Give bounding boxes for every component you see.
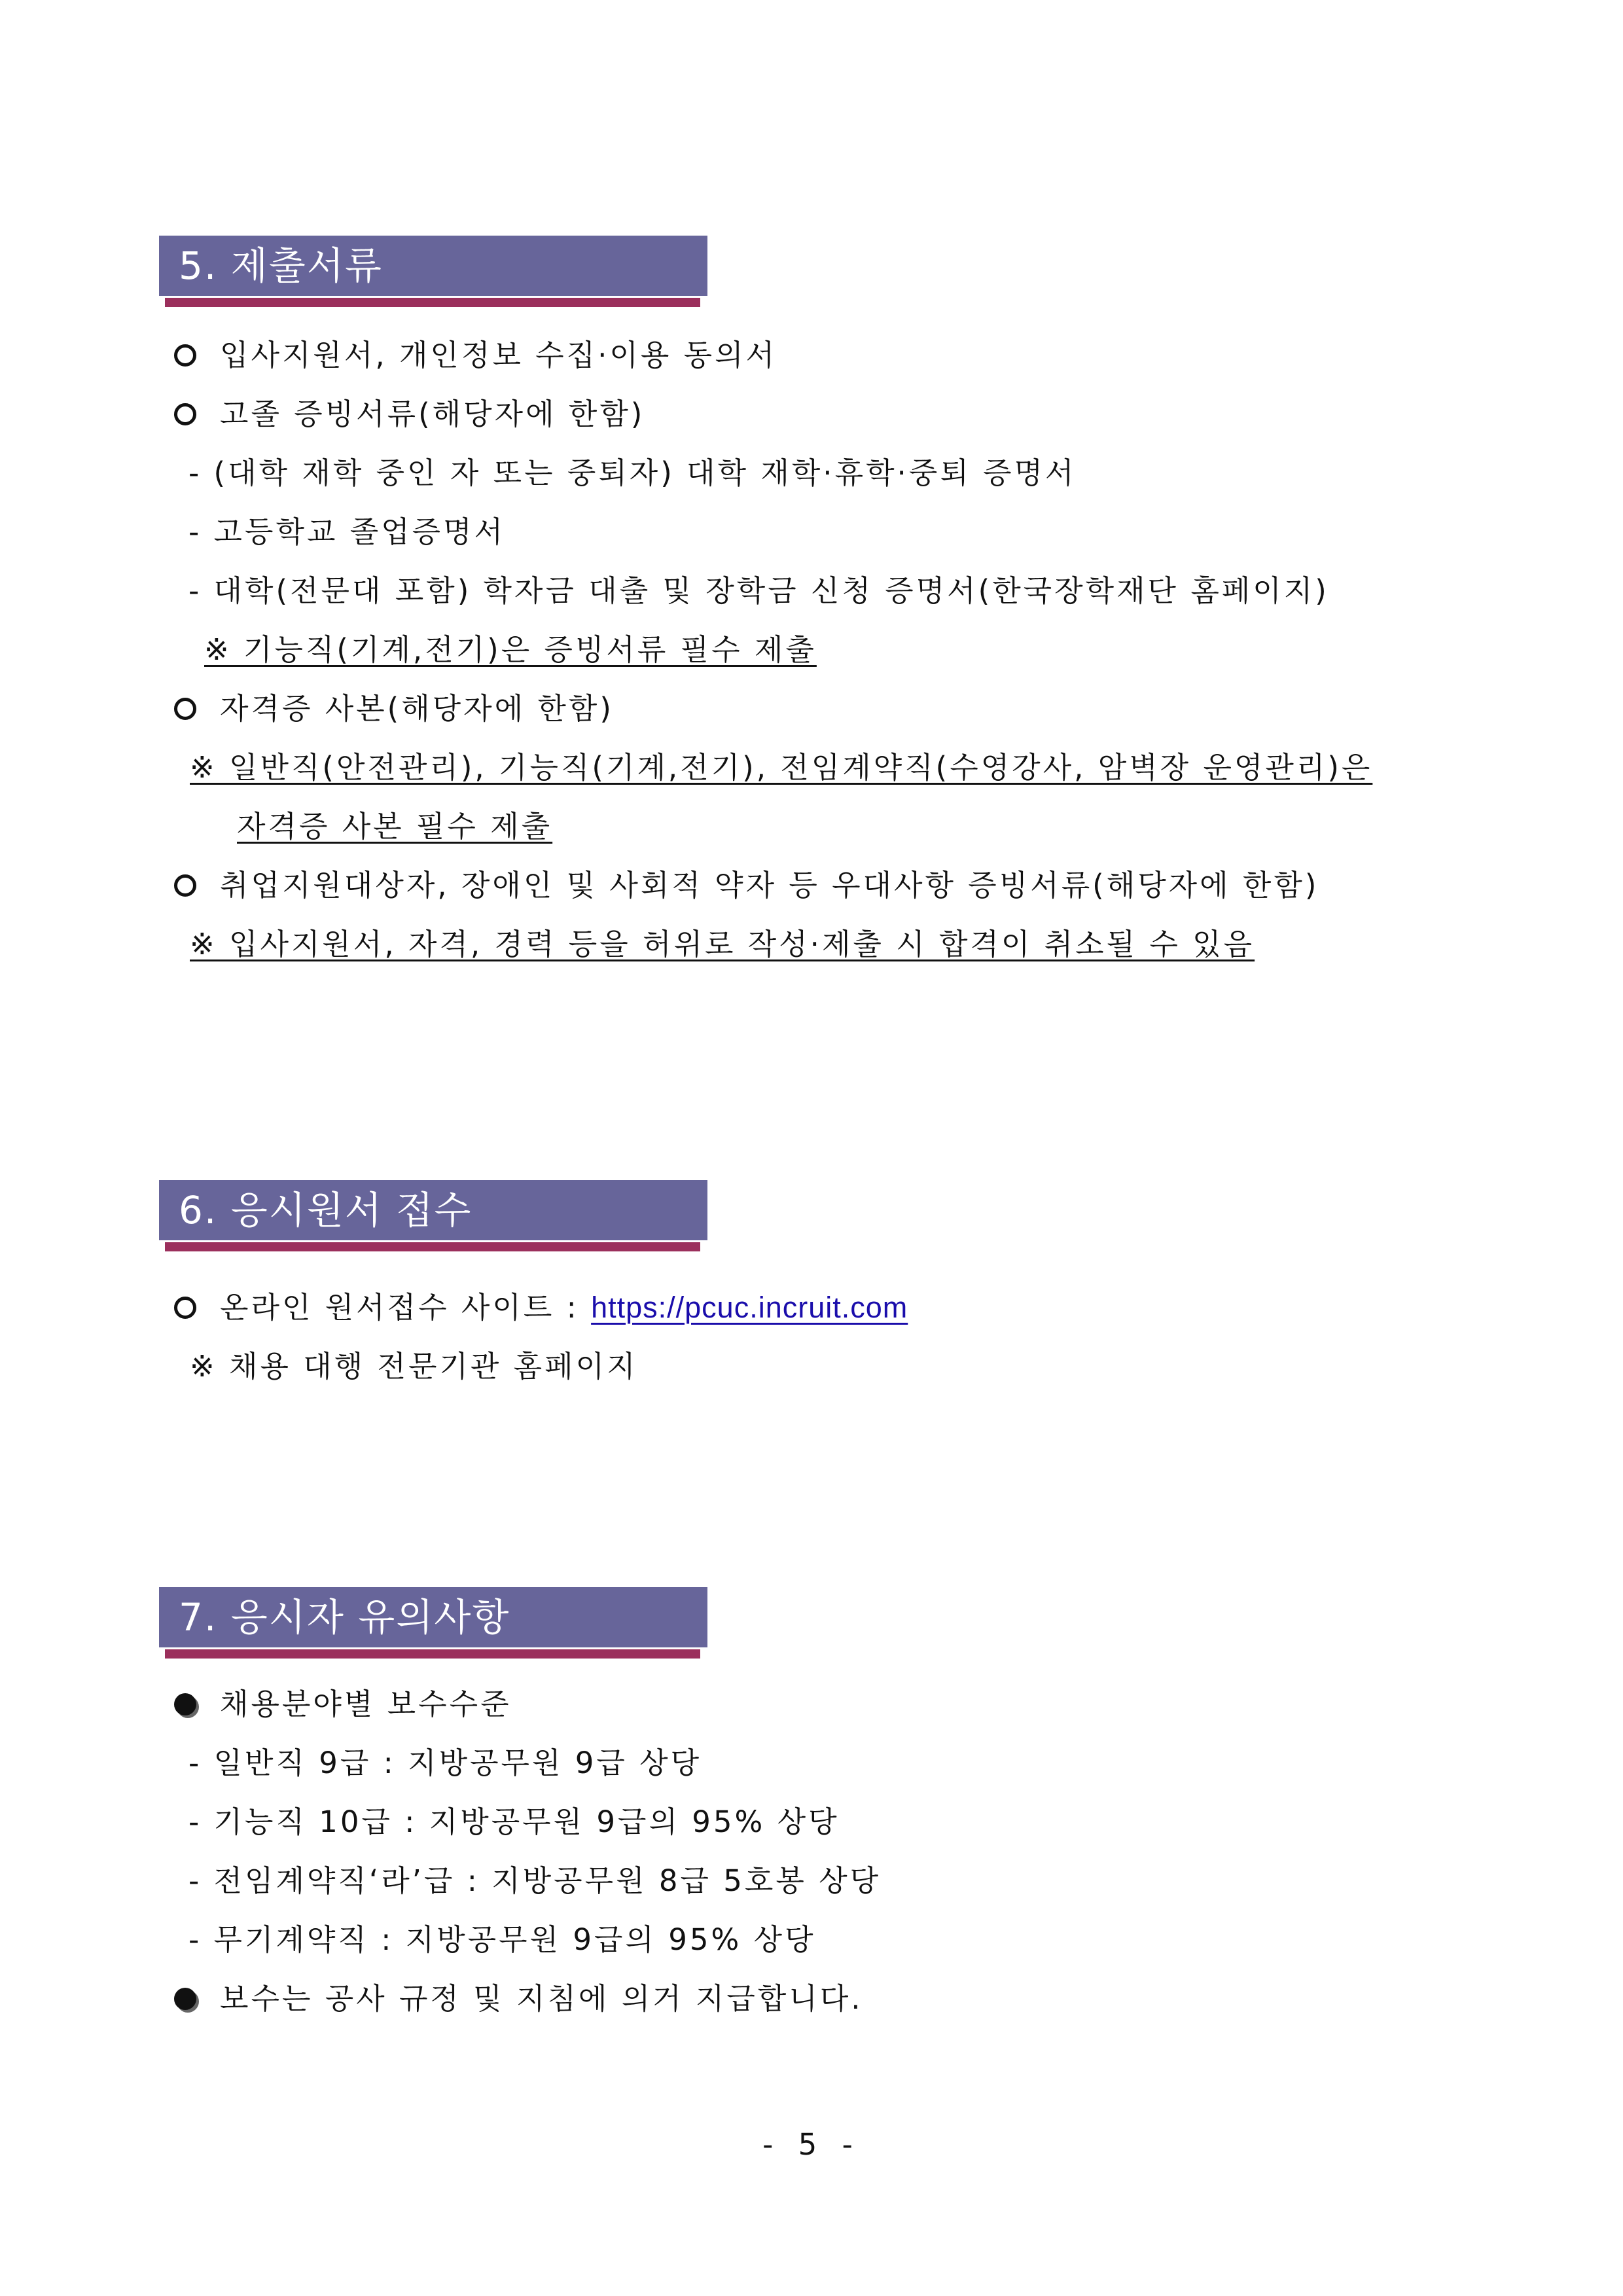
note-item: ※ 입사지원서, 자격, 경력 등을 허위로 작성·제출 시 합격이 취소될 수 있음 xyxy=(190,927,1255,961)
online-application-label: 온라인 원서접수 사이트 : xyxy=(220,1290,592,1325)
section-header-applicant-notes xyxy=(157,1585,694,1651)
note-item: ※ 기능직(기계,전기)은 증빙서류 필수 제출 xyxy=(204,632,817,667)
list-subitem: - 고등학교 졸업증명서 xyxy=(188,514,506,549)
hollow-circle-bullet-icon xyxy=(174,874,196,897)
note-item-continued: 자격증 사본 필수 제출 xyxy=(237,809,553,844)
list-subitem: - 무기계약직 : 지방공무원 9급의 95% 상당 xyxy=(188,1922,816,1957)
list-item: 입사지원서, 개인정보 수집·이용 동의서 xyxy=(220,338,777,372)
note-item: ※ 일반직(안전관리), 기능직(기계,전기), 전임계약직(수영강사, 암벽장 운영관리)은 xyxy=(190,750,1373,785)
section-title: 5. 제출서류 xyxy=(157,234,709,298)
list-subitem: - 전임계약직‘라’급 : 지방공무원 8급 5호봉 상당 xyxy=(188,1863,882,1898)
list-item: 보수는 공사 규정 및 지침에 의거 지급합니다. xyxy=(220,1981,863,2016)
hollow-circle-bullet-icon xyxy=(174,344,196,367)
list-subitem: - (대학 재학 중인 자 또는 중퇴자) 대학 재학·휴학·중퇴 증명서 xyxy=(188,456,1077,490)
list-subitem: - 기능직 10급 : 지방공무원 9급의 95% 상당 xyxy=(188,1804,840,1839)
list-item: 고졸 증빙서류(해당자에 한함) xyxy=(220,397,645,431)
list-item: 취업지원대상자, 장애인 및 사회적 약자 등 우대사항 증빙서류(해당자에 한함) xyxy=(220,868,1319,903)
section-header-application-receipt xyxy=(157,1178,694,1244)
note-item: ※ 채용 대행 전문기관 홈페이지 xyxy=(190,1349,638,1384)
section-title: 6. 응시원서 접수 xyxy=(157,1178,709,1242)
section-title: 7. 응시자 유의사항 xyxy=(157,1585,709,1649)
list-item: 자격증 사본(해당자에 한함) xyxy=(220,691,614,726)
list-subitem: - 일반직 9급 : 지방공무원 9급 상당 xyxy=(188,1746,702,1780)
page-number: - 5 - xyxy=(762,2127,861,2162)
shadowed-circle-bullet-icon xyxy=(174,1988,196,2010)
section-header-submission-documents xyxy=(157,234,694,299)
application-site-link[interactable]: https://pcuc.incruit.com xyxy=(591,1291,908,1324)
list-item: 채용분야별 보수수준 xyxy=(220,1687,512,1721)
hollow-circle-bullet-icon xyxy=(174,1297,196,1319)
shadowed-circle-bullet-icon xyxy=(174,1693,196,1715)
list-item xyxy=(220,1288,908,1327)
list-subitem: - 대학(전문대 포함) 학자금 대출 및 장학금 신청 증명서(한국장학재단 홈페이지) xyxy=(188,573,1329,608)
hollow-circle-bullet-icon xyxy=(174,698,196,720)
hollow-circle-bullet-icon xyxy=(174,403,196,425)
